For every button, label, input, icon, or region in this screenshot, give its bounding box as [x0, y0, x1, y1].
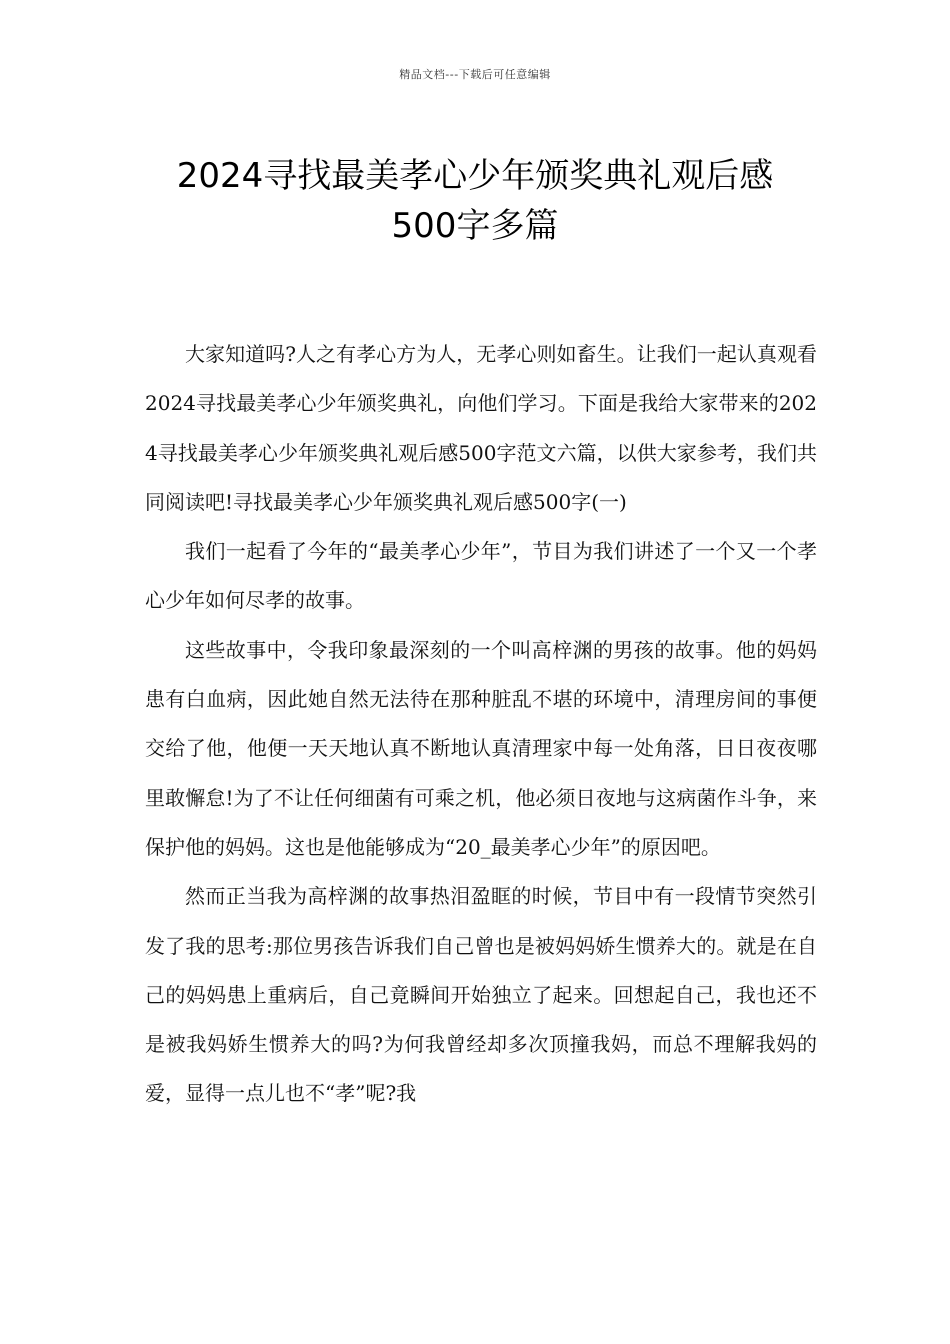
header-note: 精品文档---下载后可任意编辑: [399, 68, 551, 81]
title-line-2: 500字多篇: [391, 205, 559, 246]
document-title: [100, 151, 850, 251]
title-line-1: 2024寻找最美孝心少年颁奖典礼观后感: [176, 155, 774, 196]
paragraph: 大家知道吗?人之有孝心方为人，无孝心则如畜生。让我们一起认真观看2024寻找最美孝心少年颁奖典礼，向他们学习。下面是我给大家带来的2024寻找最美孝心少年颁奖典礼观后感500字范文六篇，以供大家参考，我们共同阅读吧!寻找最美孝心少年颁奖典礼观后感500字(一): [145, 342, 817, 514]
paragraph: 我们一起看了今年的“最美孝心少年”，节目为我们讲述了一个又一个孝心少年如何尽孝的故事。: [145, 539, 817, 613]
document-body: [145, 330, 817, 1119]
paragraph: 然而正当我为高梓渊的故事热泪盈眶的时候，节目中有一段情节突然引发了我的思考:那位男孩告诉我们自己曾也是被妈妈娇生惯养大的。就是在自己的妈妈患上重病后，自己竟瞬间开始独立了起来。回想起自己，我也还不是被我妈娇生惯养大的吗?为何我曾经却多次顶撞我妈，而总不理解我妈的爱，显得一点儿也不“孝”呢?我: [145, 884, 817, 1106]
paragraph: 这些故事中，令我印象最深刻的一个叫高梓渊的男孩的故事。他的妈妈患有白血病，因此她自然无法待在那种脏乱不堪的环境中，清理房间的事便交给了他，他便一天天地认真不断地认真清理家中每一处角落，日日夜夜哪里敢懈怠!为了不让任何细菌有可乘之机，他必须日夜地与这病菌作斗争，来保护他的妈妈。这也是他能够成为“20_最美孝心少年”的原因吧。: [145, 637, 817, 859]
